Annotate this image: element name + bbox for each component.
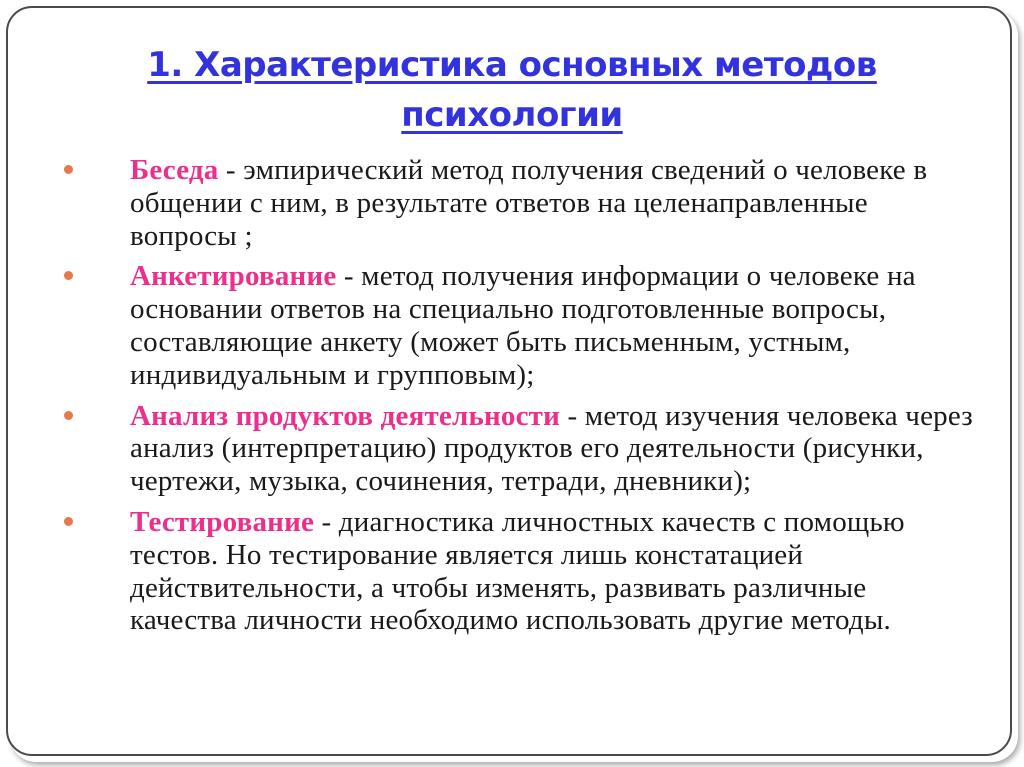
item-text — [130, 154, 978, 252]
list-item-analiz — [58, 400, 978, 498]
title-line-2: психологии — [401, 95, 623, 135]
item-description: - диагностика личностных качеств с помощью тестов. Но тестирование является лишь констатацией действительности, а чтобы изменять, развивать различные качества личности необходимо использовать другие методы. — [130, 505, 905, 637]
item-term: Беседа — [130, 154, 219, 186]
item-term: Анализ продуктов деятельности — [130, 399, 561, 432]
list-item-beseda — [58, 154, 978, 252]
methods-list — [58, 154, 978, 645]
item-text — [130, 506, 978, 637]
list-item-anketirovanie — [58, 260, 978, 391]
bullet-icon — [64, 165, 73, 174]
bullet-icon — [64, 517, 73, 526]
item-term: Тестирование — [130, 505, 315, 538]
bullet-icon — [64, 271, 73, 280]
item-text — [130, 400, 978, 498]
item-term: Анкетирование — [130, 260, 337, 293]
item-description: - эмпирический метод получения сведений о человеке в общении с ним, в результате ответов на целенаправленные вопросы ; — [130, 154, 928, 252]
slide-title — [0, 40, 1024, 140]
item-description: - метод получения информации о человеке на основании ответов на специально подготовленные вопросы, составляющие анкету (может быть письменным, устным, индивидуальным и групповым); — [130, 260, 916, 391]
title-line-1: 1. Характеристика основных методов — [147, 45, 877, 85]
item-text — [130, 260, 978, 391]
item-description: - метод изучения человека через анализ (интерпретацию) продуктов его деятельности (рисунки, чертежи, музыка, сочинения, тетради, дневники); — [130, 399, 973, 498]
bullet-icon — [64, 411, 73, 420]
list-item-testirovanie — [58, 506, 978, 637]
